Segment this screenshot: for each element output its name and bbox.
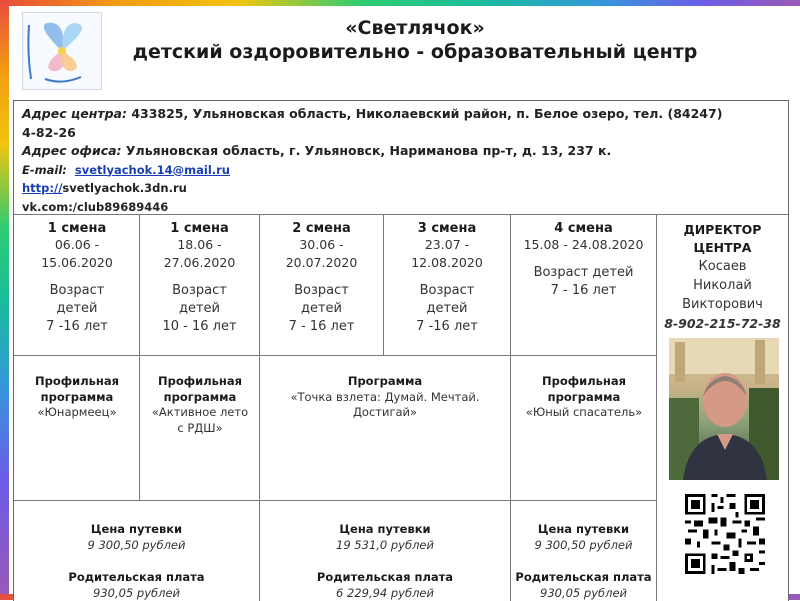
price-cell [511, 521, 656, 601]
trip-price-label: Цена путевки [90, 522, 183, 536]
shift-cell [511, 221, 656, 300]
program-name: «Юный спасатель» [525, 405, 643, 419]
shift-age: 7 - 16 лет [550, 283, 617, 298]
vk-link[interactable]: vk.com:/club89689446 [22, 199, 169, 214]
program-type: Профильная программа [34, 374, 119, 404]
parent-fee-value: 930,05 рублей [540, 586, 627, 600]
shift-age-label: Возраст детей [172, 283, 227, 316]
trip-price-value: 9 300,50 рублей [87, 538, 186, 552]
site-prefix-link[interactable]: http:// [22, 181, 63, 195]
director-heading: ДИРЕКТОР ЦЕНТРА [683, 222, 762, 255]
center-address-label: Адрес центра: [22, 106, 127, 121]
site-link[interactable]: svetlyachok.3dn.ru [62, 181, 187, 195]
email-label: E-mail: [22, 162, 67, 177]
center-address-value: 433825, Ульяновская область, Николаевский район, п. Белое озеро, тел. (84247) [126, 106, 723, 121]
price-cell [14, 521, 259, 601]
shift-name: 4 смена [554, 221, 613, 236]
shift-age-label: Возраст детей [533, 265, 634, 280]
director-surname: Косаев [698, 259, 747, 274]
shift-name: 2 смена [292, 221, 351, 236]
parent-fee-label: Родительская плата [316, 570, 454, 584]
program-cell [24, 374, 130, 421]
program-name: «Юнармеец» [37, 405, 117, 419]
program-name: «Точка взлета: Думай. Мечтай. Достигай» [290, 389, 480, 419]
program-type: Профильная программа [541, 374, 626, 404]
parent-fee-label: Родительская плата [515, 570, 652, 584]
grid-line [139, 355, 140, 500]
shift-cell [140, 221, 259, 336]
shift-age: 10 - 16 лет [162, 319, 237, 334]
director-first-name: Николай [693, 278, 752, 293]
shift-cell [384, 221, 510, 336]
director-block [657, 221, 788, 333]
title-line-2: детский оздоровительно - образовательный центр [132, 41, 698, 63]
program-cell [148, 374, 252, 436]
office-address-value: Ульяновская область, г. Ульяновск, Нариманова пр-т, д. 13, 237 к. [121, 143, 612, 158]
price-cell [260, 521, 510, 601]
title-line-1: «Светлячок» [345, 17, 485, 39]
parent-fee-label: Родительская плата [68, 570, 205, 584]
address-block [22, 105, 782, 216]
firefly-logo-icon [23, 13, 101, 89]
center-logo [22, 12, 102, 90]
shift-age: 7 -16 лет [46, 319, 108, 334]
program-type: Профильная программа [157, 374, 242, 404]
grid-line [14, 500, 656, 501]
shift-dates: 23.07 - 12.08.2020 [411, 237, 483, 270]
email-link[interactable]: svetlyachok.14@mail.ru [74, 162, 230, 177]
program-name: «Активное лето с РДШ» [151, 405, 249, 435]
trip-price-value: 9 300,50 рублей [534, 538, 633, 552]
shift-dates: 15.08 - 24.08.2020 [523, 237, 644, 252]
shift-dates: 06.06 - 15.06.2020 [41, 237, 113, 270]
program-cell [276, 374, 494, 421]
trip-price-label: Цена путевки [537, 522, 630, 536]
rainbow-left-stripe [0, 0, 9, 600]
center-phone: 4-82-26 [22, 124, 76, 140]
trip-price-value: 19 531,0 рублей [336, 538, 434, 552]
page-title [110, 16, 720, 64]
shift-age: 7 - 16 лет [288, 319, 355, 334]
office-address-label: Адрес офиса: [22, 143, 122, 158]
trip-price-label: Цена путевки [339, 522, 431, 536]
shift-age-label: Возраст детей [294, 283, 349, 316]
shift-age: 7 -16 лет [416, 319, 478, 334]
shift-cell [16, 221, 138, 336]
shift-dates: 30.06 - 20.07.2020 [285, 237, 358, 270]
program-cell [519, 374, 649, 421]
shift-name: 1 смена [47, 221, 107, 236]
director-phone: 8-902-215-72-38 [664, 316, 781, 331]
rainbow-top-stripe [0, 0, 800, 6]
shift-age-label: Возраст детей [419, 283, 475, 316]
director-photo [669, 338, 779, 480]
parent-fee-value: 930,05 рублей [93, 586, 180, 600]
grid-line [14, 355, 656, 356]
program-type: Программа [347, 374, 423, 388]
info-table [13, 100, 789, 601]
shift-cell [260, 221, 383, 336]
parent-fee-value: 6 229,94 рублей [336, 586, 434, 600]
shift-name: 3 смена [417, 221, 477, 236]
shift-age-label: Возраст детей [49, 283, 105, 316]
director-patronymic: Викторович [682, 297, 763, 312]
qr-code-icon[interactable] [682, 491, 768, 577]
shift-dates: 18.06 - 27.06.2020 [163, 237, 236, 270]
shift-name: 1 смена [170, 221, 229, 236]
grid-line [14, 214, 788, 215]
